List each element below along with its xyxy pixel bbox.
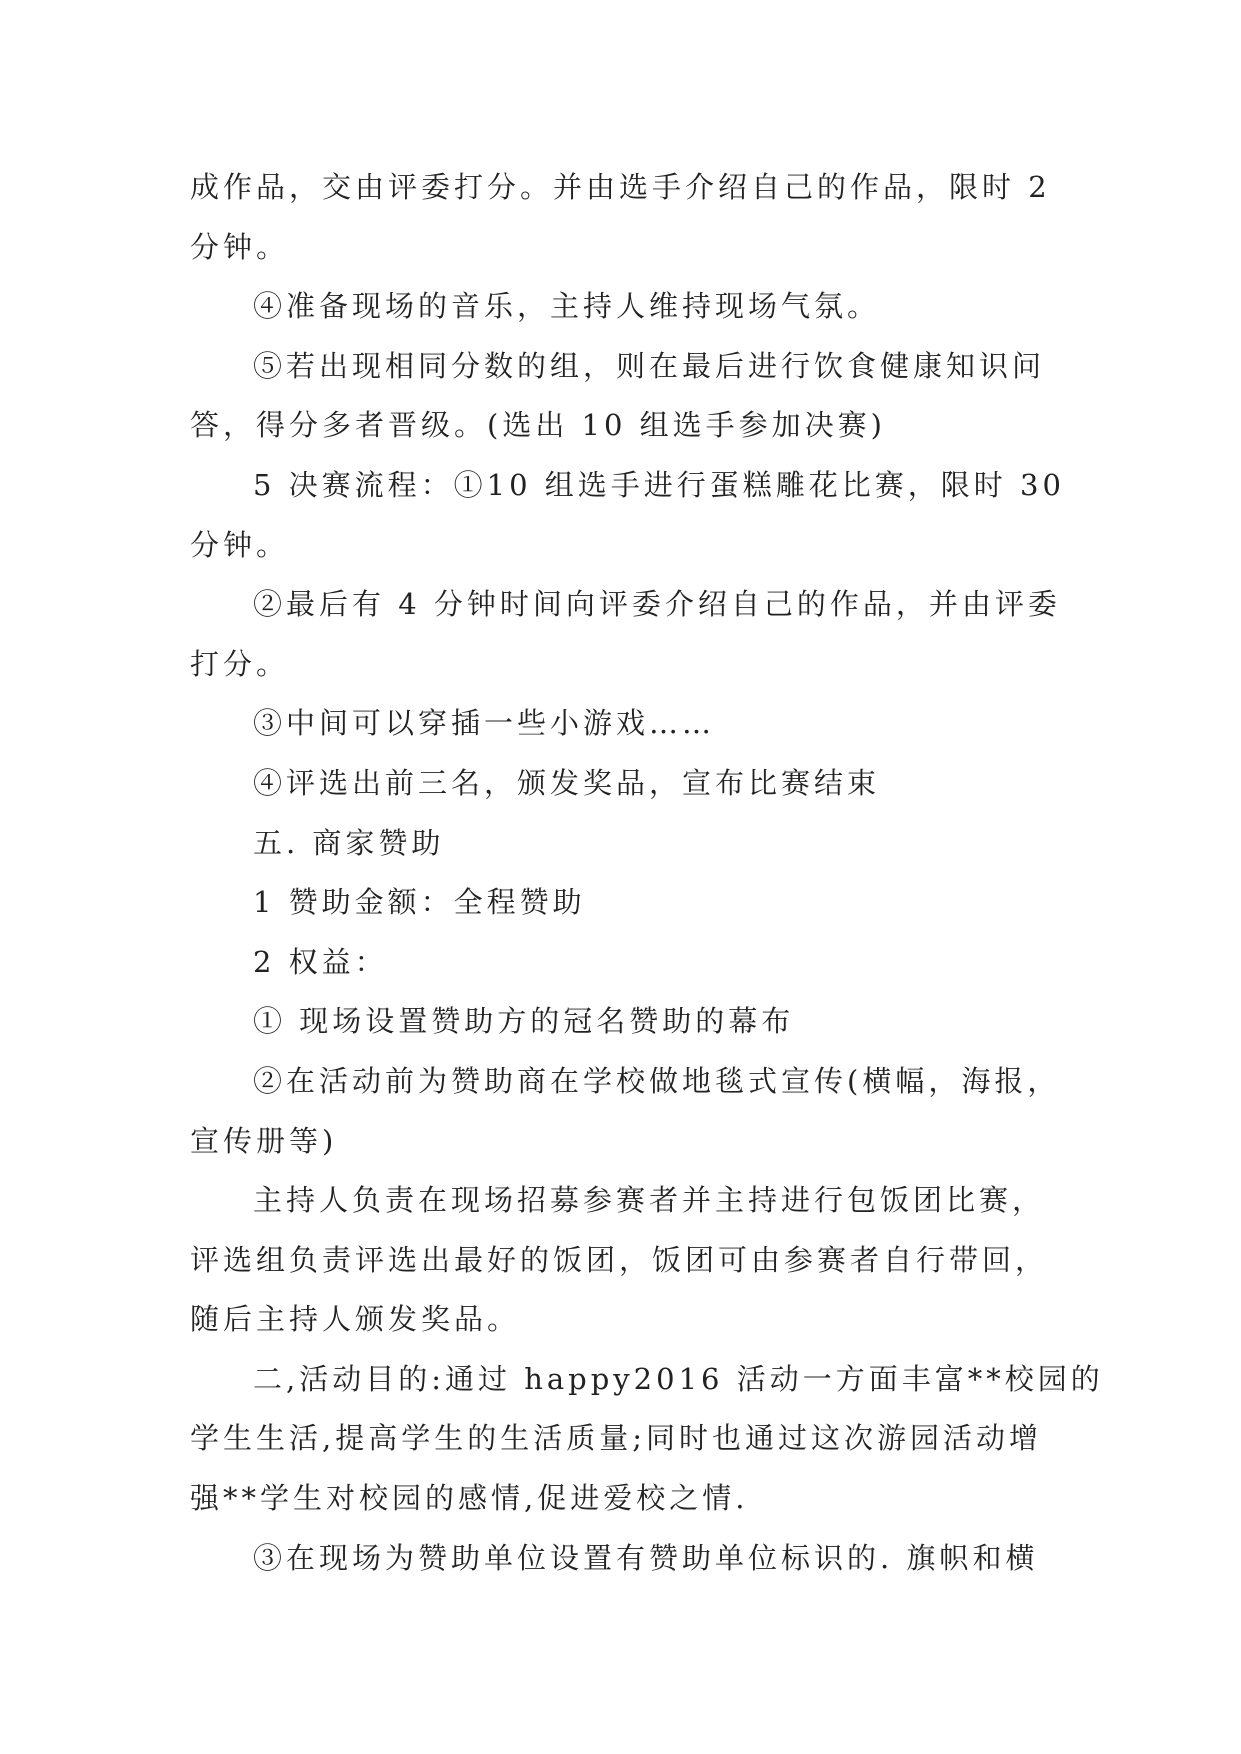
text-line: 5 决赛流程：①10 组选手进行蛋糕雕花比赛，限时 30 <box>253 467 1065 502</box>
text-line: ⑤若出现相同分数的组，则在最后进行饮食健康知识问 <box>253 348 1046 383</box>
text-line: ③中间可以穿插一些小游戏…… <box>253 706 716 741</box>
document-body <box>190 158 1104 1588</box>
text-line: 答，得分多者晋级。(选出 10 组选手参加决赛) <box>190 408 886 443</box>
text-line: 强**学生对校园的感情,促进爱校之情. <box>190 1481 749 1516</box>
text-line: 二,活动目的:通过 happy2016 活动一方面丰富**校园的 <box>253 1361 1104 1396</box>
text-line: ④准备现场的音乐，主持人维持现场气氛。 <box>253 289 881 324</box>
text-line: ④评选出前三名，颁发奖品，宣布比赛结束 <box>253 765 881 800</box>
text-line: 主持人负责在现场招募参赛者并主持进行包饭团比赛， <box>253 1183 1046 1218</box>
text-line: ① 现场设置赞助方的冠名赞助的幕布 <box>253 1004 795 1039</box>
text-line: 评选组负责评选出最好的饭团，饭团可由参赛者自行带回， <box>190 1242 1049 1277</box>
text-line: 随后主持人颁发奖品。 <box>190 1302 521 1337</box>
section-heading: 五. 商家赞助 <box>253 825 445 860</box>
text-line: 宣传册等) <box>190 1123 338 1158</box>
text-line: 2 权益： <box>253 944 388 979</box>
text-line: 成作品，交由评委打分。并由选手介绍自己的作品，限时 2 <box>190 170 1051 204</box>
text-line: 学生生活,提高学生的生活质量;同时也通过这次游园活动增 <box>190 1421 1042 1456</box>
text-line: 分钟。 <box>190 229 290 264</box>
text-line: 1 赞助金额：全程赞助 <box>253 885 586 920</box>
text-line: 分钟。 <box>190 527 290 562</box>
text-line: 打分。 <box>190 646 290 681</box>
text-line: ③在现场为赞助单位设置有赞助单位标识的. 旗帜和横 <box>253 1540 1039 1575</box>
text-line: ②最后有 4 分钟时间向评委介绍自己的作品，并由评委 <box>253 587 1061 622</box>
text-line: ②在活动前为赞助商在学校做地毯式宣传(横幅，海报， <box>253 1063 1061 1098</box>
